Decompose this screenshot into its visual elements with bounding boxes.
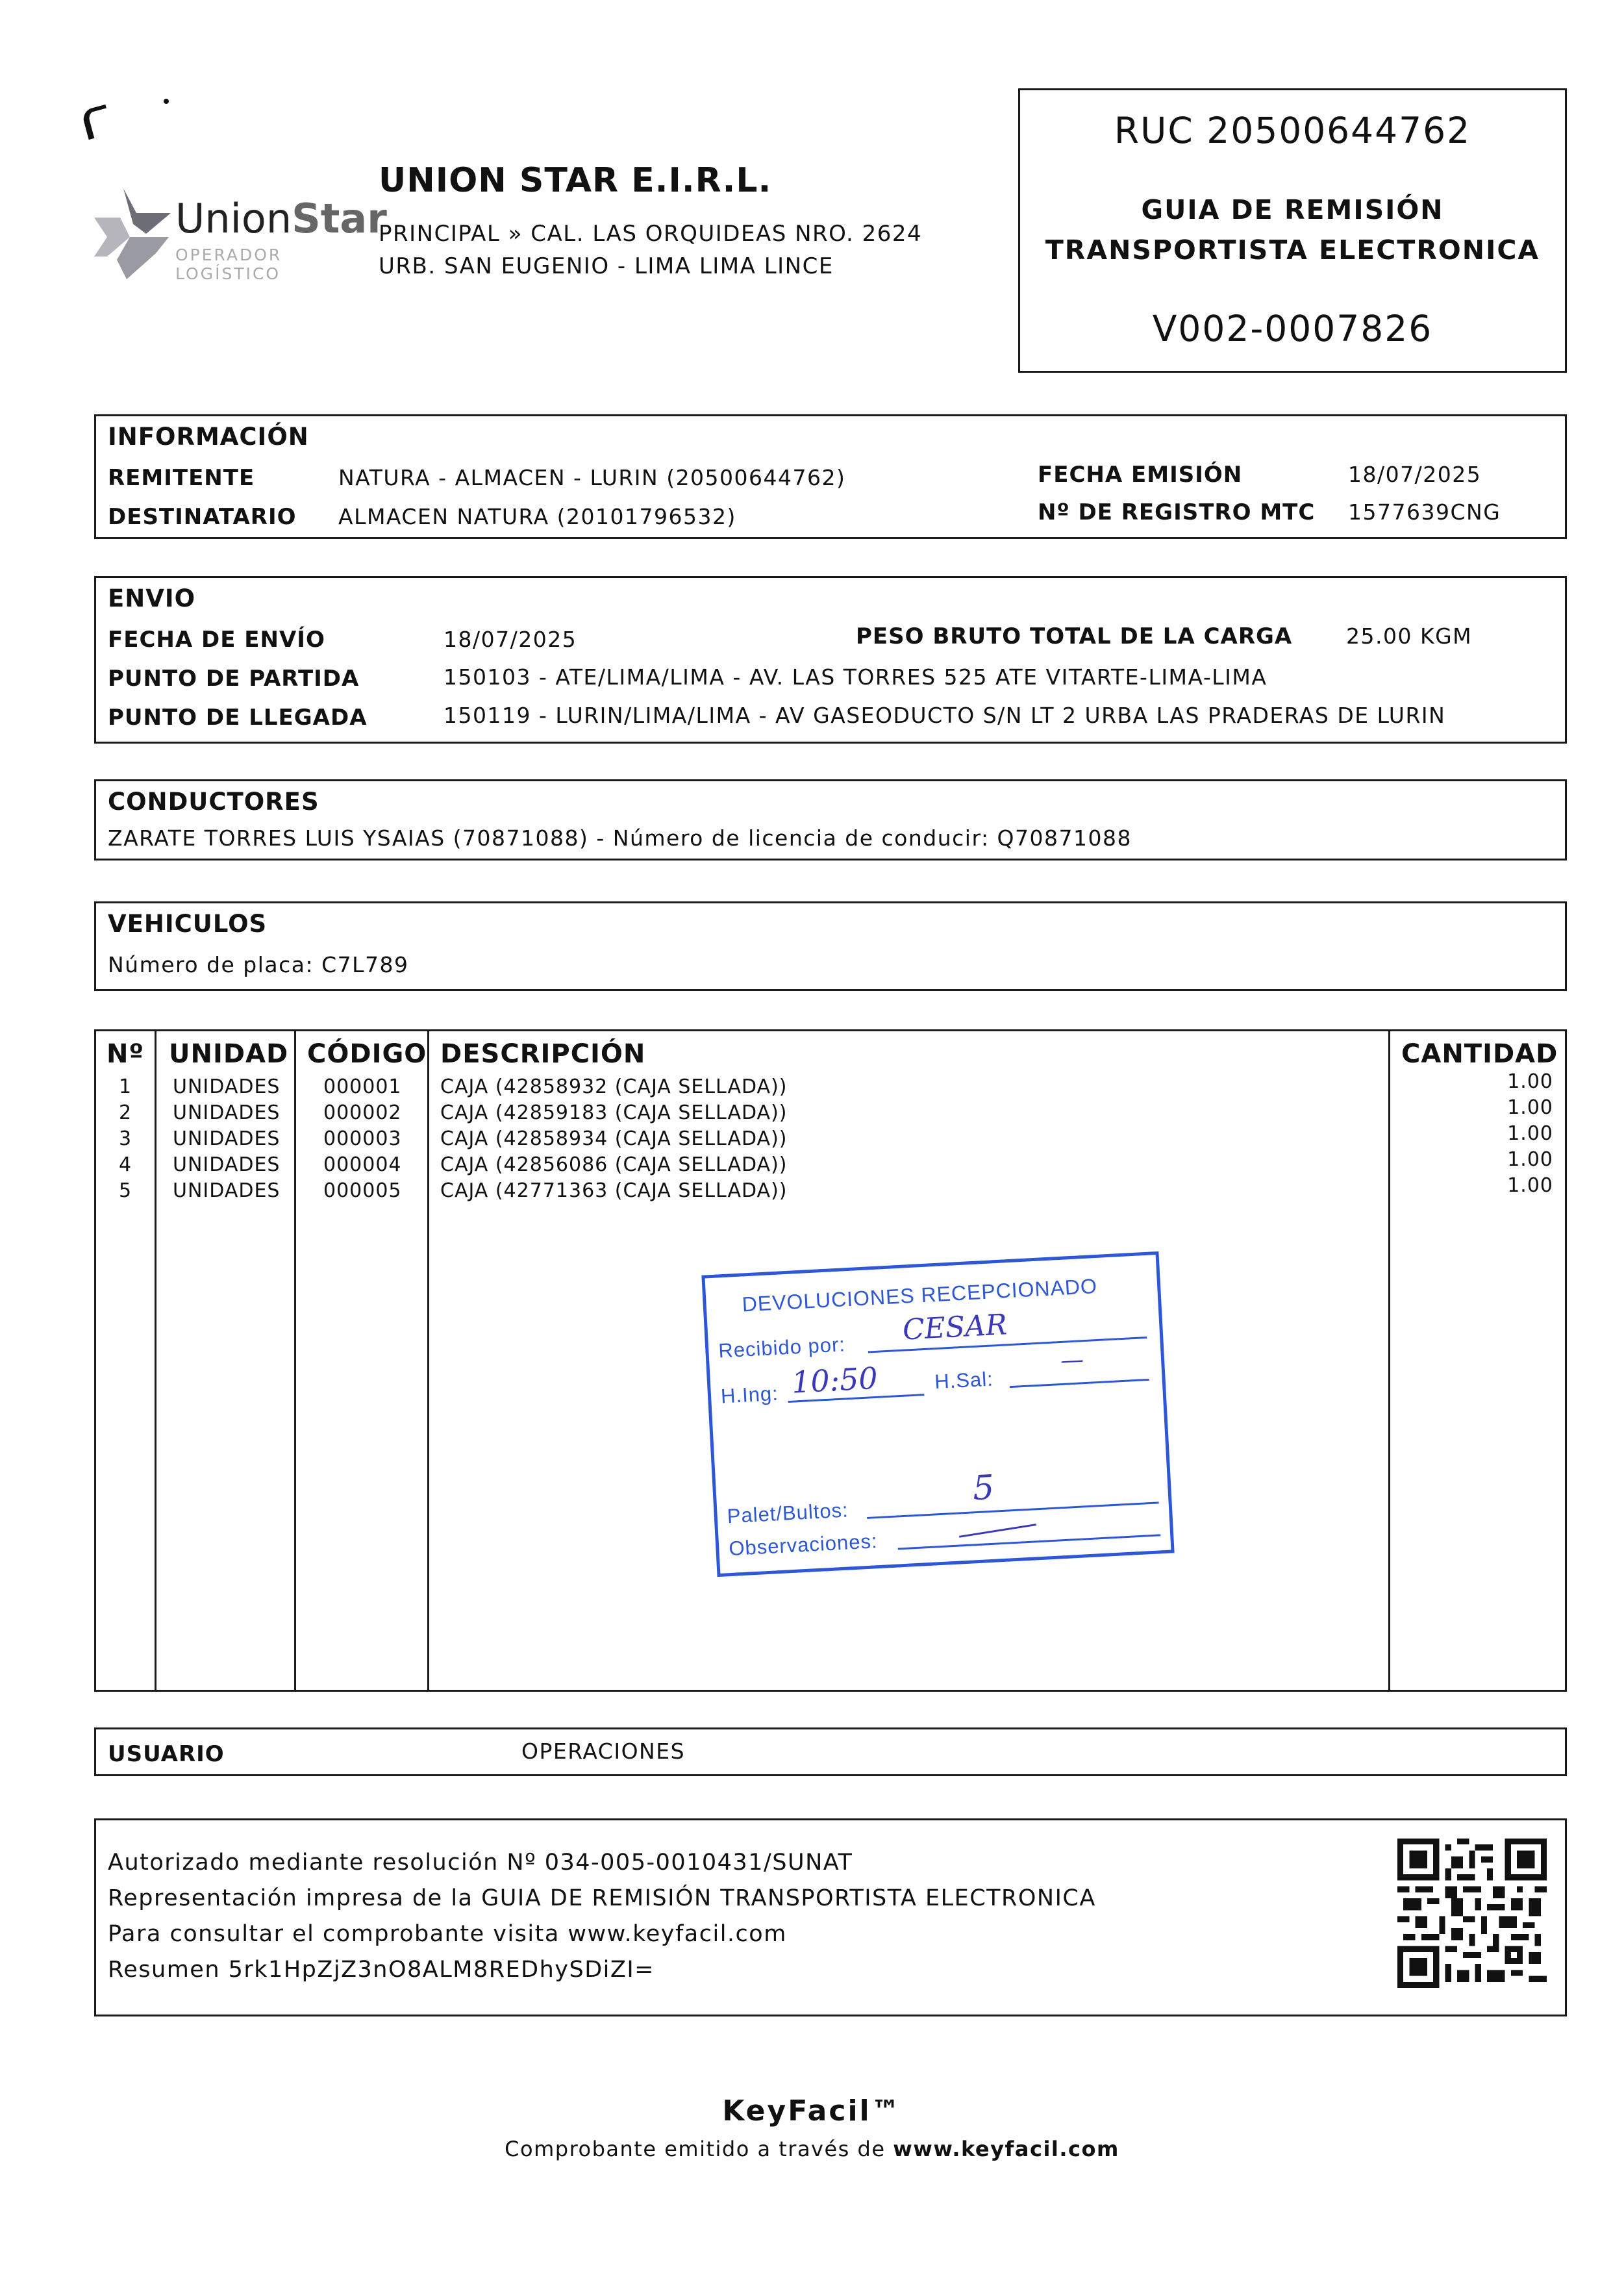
row-unidad: UNIDADES — [173, 1075, 281, 1098]
envio-title: ENVIO — [108, 584, 196, 612]
document-ruc: RUC 20500644762 — [1114, 110, 1471, 151]
column-divider — [155, 1031, 156, 1690]
stamp-line — [1010, 1379, 1149, 1388]
header-descripcion: DESCRIPCIÓN — [440, 1039, 646, 1069]
footer-text — [0, 2137, 1624, 2161]
destinatario-label: DESTINATARIO — [108, 504, 297, 530]
header-cantidad: CANTIDAD — [1401, 1039, 1558, 1069]
logo-name-accent: Star — [292, 195, 387, 242]
fecha-envio-value: 18/07/2025 — [443, 627, 577, 652]
row-codigo: 000001 — [323, 1075, 402, 1098]
stamp-hing-value: 10:50 — [790, 1360, 879, 1400]
llegada-value: 150119 - LURIN/LIMA/LIMA - AV GASEODUCTO S/N LT 2 URBA LAS PRADERAS DE LURIN — [443, 703, 1446, 728]
legal-section — [94, 1818, 1567, 2016]
qr-code-icon — [1397, 1839, 1547, 1988]
column-divider — [427, 1031, 429, 1690]
legal-line-resumen: Resumen 5rk1HpZjZ3nO8ALM8REDhySDiZI= — [108, 1957, 655, 1983]
conductor-value: ZARATE TORRES LUIS YSAIAS (70871088) - Número de licencia de conducir: Q70871088 — [108, 825, 1132, 851]
footer-text-prefix: Comprobante emitido a través de — [505, 2137, 893, 2161]
registro-mtc-label: Nº DE REGISTRO MTC — [1038, 499, 1316, 525]
row-codigo: 000004 — [323, 1153, 402, 1176]
row-no: 4 — [119, 1153, 132, 1176]
company-address-line2: URB. SAN EUGENIO - LIMA LIMA LINCE — [379, 253, 834, 279]
document-id-box — [1018, 88, 1567, 373]
stamp-bultos-label: Palet/Bultos: — [726, 1498, 849, 1528]
header-no: Nº — [106, 1039, 145, 1069]
usuario-label: USUARIO — [108, 1741, 225, 1767]
usuario-section — [94, 1727, 1567, 1776]
stamp-recibido-value: CESAR — [901, 1308, 1008, 1347]
row-cantidad: 1.00 — [1507, 1148, 1553, 1171]
conductores-title: CONDUCTORES — [108, 788, 319, 816]
fecha-emision-value: 18/07/2025 — [1348, 462, 1482, 487]
row-codigo: 000002 — [323, 1101, 402, 1124]
legal-line-consult: Para consultar el comprobante visita www.keyfacil.com — [108, 1921, 787, 1947]
document-type-line2: TRANSPORTISTA ELECTRONICA — [1045, 234, 1540, 266]
row-cantidad: 1.00 — [1507, 1096, 1553, 1119]
row-cantidad: 1.00 — [1507, 1174, 1553, 1197]
row-descripcion: CAJA (42859183 (CAJA SELLADA)) — [440, 1101, 788, 1124]
stamp-line — [867, 1501, 1159, 1519]
row-codigo: 000005 — [323, 1179, 402, 1202]
row-no: 5 — [119, 1179, 132, 1202]
stamp-line — [898, 1534, 1161, 1550]
peso-value: 25.00 KGM — [1346, 623, 1473, 649]
partida-label: PUNTO DE PARTIDA — [108, 666, 360, 692]
document-number: V002-0007826 — [1152, 308, 1433, 349]
company-name: UNION STAR E.I.R.L. — [379, 161, 772, 200]
row-descripcion: CAJA (42858934 (CAJA SELLADA)) — [440, 1127, 788, 1150]
usuario-value: OPERACIONES — [521, 1739, 686, 1764]
logo-tagline: OPERADOR LOGÍSTICO — [175, 245, 282, 283]
vehiculos-title: VEHICULOS — [108, 910, 268, 938]
row-unidad: UNIDADES — [173, 1153, 281, 1176]
row-unidad: UNIDADES — [173, 1127, 281, 1150]
column-divider — [294, 1031, 296, 1690]
stamp-title: DEVOLUCIONES RECEPCIONADO — [741, 1274, 1098, 1316]
partida-value: 150103 - ATE/LIMA/LIMA - AV. LAS TORRES 525 ATE VITARTE-LIMA-LIMA — [443, 664, 1268, 690]
registro-mtc-value: 1577639CNG — [1348, 499, 1501, 525]
document-type-line1: GUIA DE REMISIÓN — [1141, 194, 1444, 225]
envio-section — [94, 576, 1567, 744]
stamp-hsal-label: H.Sal: — [934, 1367, 994, 1394]
vehiculos-section — [94, 901, 1567, 991]
row-descripcion: CAJA (42856086 (CAJA SELLADA)) — [440, 1153, 788, 1176]
row-no: 2 — [119, 1101, 132, 1124]
row-unidad: UNIDADES — [173, 1179, 281, 1202]
logo-name: Union — [175, 195, 292, 242]
stamp-hsal-value: — — [1059, 1346, 1084, 1374]
footer-link[interactable]: www.keyfacil.com — [893, 2137, 1119, 2161]
legal-line-representation: Representación impresa de la GUIA DE REMISIÓN TRANSPORTISTA ELECTRONICA — [108, 1885, 1096, 1911]
destinatario-value: ALMACEN NATURA (20101796532) — [338, 504, 736, 529]
row-codigo: 000003 — [323, 1127, 402, 1150]
footer-brand: KeyFacil™ — [722, 2094, 902, 2128]
stamp-hing-label: H.Ing: — [720, 1381, 779, 1408]
scan-artifact-dot — [164, 99, 169, 104]
column-divider — [1388, 1031, 1390, 1690]
row-no: 3 — [119, 1127, 132, 1150]
company-address-line1: PRINCIPAL » CAL. LAS ORQUIDEAS NRO. 2624 — [379, 221, 923, 247]
row-cantidad: 1.00 — [1507, 1122, 1553, 1145]
stamp-bultos-value: 5 — [971, 1468, 995, 1509]
stamp-observaciones-label: Observaciones: — [728, 1529, 879, 1561]
row-no: 1 — [119, 1075, 132, 1098]
row-descripcion: CAJA (42771363 (CAJA SELLADA)) — [440, 1179, 788, 1202]
remitente-value: NATURA - ALMACEN - LURIN (20500644762) — [338, 465, 846, 490]
row-cantidad: 1.00 — [1507, 1070, 1553, 1093]
stamp-recibido-label: Recibido por: — [718, 1333, 846, 1363]
stamp-observaciones-mark — [959, 1524, 1036, 1538]
vehiculo-placa-value: Número de placa: C7L789 — [108, 952, 409, 977]
informacion-section — [94, 414, 1567, 539]
fecha-envio-label: FECHA DE ENVÍO — [108, 627, 325, 653]
legal-line-authorization: Autorizado mediante resolución Nº 034-005-0010431/SUNAT — [108, 1850, 853, 1876]
reception-stamp — [701, 1251, 1174, 1577]
peso-label: PESO BRUTO TOTAL DE LA CARGA — [856, 623, 1293, 649]
header-codigo: CÓDIGO — [307, 1039, 427, 1069]
scan-artifact-mark — [81, 105, 114, 140]
row-unidad: UNIDADES — [173, 1101, 281, 1124]
informacion-title: INFORMACIÓN — [108, 423, 309, 451]
company-logo — [94, 188, 387, 283]
remitente-label: REMITENTE — [108, 465, 255, 491]
llegada-label: PUNTO DE LLEGADA — [108, 705, 368, 731]
conductores-section — [94, 779, 1567, 860]
star-logo-icon — [94, 188, 172, 279]
fecha-emision-label: FECHA EMISIÓN — [1038, 462, 1243, 488]
header-unidad: UNIDAD — [169, 1039, 289, 1069]
row-descripcion: CAJA (42858932 (CAJA SELLADA)) — [440, 1075, 788, 1098]
